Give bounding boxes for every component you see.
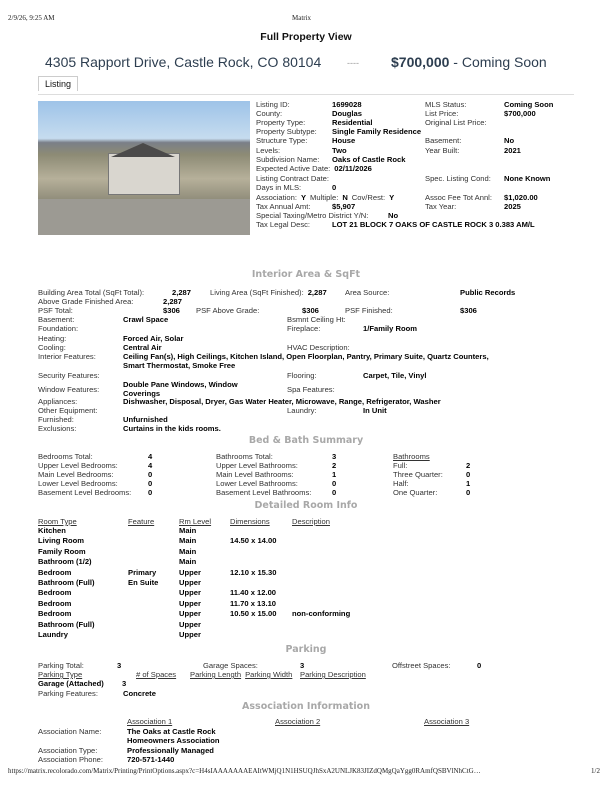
room-cell: Kitchen bbox=[38, 526, 66, 535]
field-value: Curtains in the kids rooms. bbox=[123, 424, 221, 433]
field-value: 0 bbox=[332, 183, 337, 192]
column-header: Dimensions bbox=[230, 517, 270, 526]
room-cell: Upper bbox=[179, 609, 201, 618]
field-label: HVAC Description: bbox=[287, 343, 350, 352]
field-label: Structure Type: bbox=[256, 136, 308, 145]
room-cell: Bedroom bbox=[38, 609, 72, 618]
field-value: 3 bbox=[332, 452, 337, 461]
field-value: $700,000 bbox=[504, 109, 536, 118]
field-label: Basement: bbox=[38, 315, 75, 324]
column-header: Parking Description bbox=[300, 670, 366, 679]
field-value: Y bbox=[389, 193, 395, 202]
field-label: One Quarter: bbox=[393, 488, 438, 497]
field-label: Lower Level Bedrooms: bbox=[38, 479, 118, 488]
field-value: 3 bbox=[300, 661, 305, 670]
field-value: 2,287 bbox=[163, 297, 183, 306]
field-label: Full: bbox=[393, 461, 408, 470]
list-price: $700,000 bbox=[391, 54, 450, 70]
field-label: Furnished: bbox=[38, 415, 74, 424]
field-label: Association Phone: bbox=[38, 755, 104, 764]
field-label: Building Area Total (SqFt Total): bbox=[38, 288, 145, 297]
field-label: Garage Spaces: bbox=[203, 661, 258, 670]
field-value: 1 bbox=[466, 479, 471, 488]
field-value: 2 bbox=[466, 461, 471, 470]
field-label: Appliances: bbox=[38, 397, 78, 406]
field-value: $306 bbox=[163, 306, 180, 315]
page-title: Full Property View bbox=[260, 31, 352, 43]
room-cell: Upper bbox=[179, 630, 201, 639]
field-value: Ceiling Fan(s), High Ceilings, Kitchen Island, Open Floorplan, Pantry, Primary Suite, Quartz Counters, bbox=[123, 352, 489, 361]
field-value: 3 bbox=[117, 661, 122, 670]
page-number: 1/2 bbox=[591, 767, 600, 775]
field-label: Spec. Listing Cond: bbox=[425, 174, 491, 183]
section-bed-bath: Bed & Bath Summary bbox=[248, 435, 364, 446]
field-value: 0 bbox=[466, 488, 471, 497]
field-value: LOT 21 BLOCK 7 OAKS OF CASTLE ROCK 3 0.383 AM/L bbox=[332, 220, 535, 229]
dash: - bbox=[453, 54, 458, 70]
field-label: Property Subtype: bbox=[256, 127, 317, 136]
field-value: 0 bbox=[148, 488, 153, 497]
field-label: Cov/Rest: bbox=[351, 193, 386, 202]
field-value: Carpet, Tile, Vinyl bbox=[363, 371, 427, 380]
field-label: Basement Level Bedrooms: bbox=[38, 488, 132, 497]
field-value: Oaks of Castle Rock bbox=[332, 155, 406, 164]
field-value: 1/Family Room bbox=[363, 324, 418, 333]
field-value: 0 bbox=[477, 661, 482, 670]
field-value: 0 bbox=[332, 479, 337, 488]
room-cell: Upper bbox=[179, 620, 201, 629]
room-cell: Upper bbox=[179, 568, 201, 577]
field-value: 3 bbox=[122, 679, 127, 688]
field-value: 720-571-1440 bbox=[127, 755, 175, 764]
room-cell: Main bbox=[179, 526, 197, 535]
column-header: Feature bbox=[128, 517, 155, 526]
field-value: Y bbox=[300, 193, 307, 202]
address-heading: 4305 Rapport Drive, Castle Rock, CO 80104 bbox=[45, 54, 322, 70]
field-label: Window Features: bbox=[38, 385, 100, 394]
field-value: 0 bbox=[148, 479, 153, 488]
field-label: Association Type: bbox=[38, 746, 98, 755]
field-value: Single Family Residence bbox=[332, 127, 422, 136]
field-label: Spa Features: bbox=[287, 385, 335, 394]
field-label: Subdivision Name: bbox=[256, 155, 320, 164]
room-cell: Bedroom bbox=[38, 588, 72, 597]
field-value: 1699028 bbox=[332, 100, 362, 109]
field-label: Bathrooms Total: bbox=[216, 452, 273, 461]
room-cell: Bathroom (Full) bbox=[38, 578, 95, 587]
column-header: Association 3 bbox=[424, 717, 470, 726]
field-label: Heating: bbox=[38, 334, 67, 343]
field-value: 2021 bbox=[504, 146, 521, 155]
field-label: Flooring: bbox=[287, 371, 317, 380]
room-cell: Upper bbox=[179, 588, 201, 597]
field-label: Lower Level Bathrooms: bbox=[216, 479, 298, 488]
field-label: Association Name: bbox=[38, 727, 102, 736]
column-header: Parking Type bbox=[38, 670, 83, 679]
field-label: Main Level Bedrooms: bbox=[38, 470, 114, 479]
room-cell: Upper bbox=[179, 599, 201, 608]
room-cell: En Suite bbox=[128, 578, 159, 587]
field-value: Public Records bbox=[460, 288, 516, 297]
field-value: Garage (Attached) bbox=[38, 679, 104, 688]
field-label: Bedrooms Total: bbox=[38, 452, 93, 461]
field-label: Bsmnt Ceiling Ht: bbox=[287, 315, 346, 324]
field-label: Upper Level Bathrooms: bbox=[216, 461, 298, 470]
room-cell: Laundry bbox=[38, 630, 68, 639]
field-value: No bbox=[504, 136, 515, 145]
room-cell: Main bbox=[179, 536, 197, 545]
field-value: 4 bbox=[148, 452, 153, 461]
field-label: Listing Contract Date: bbox=[256, 174, 330, 183]
listing-status: Coming Soon bbox=[461, 54, 547, 70]
field-label: Living Area (SqFt Finished): bbox=[210, 288, 304, 297]
field-label: Association: bbox=[256, 193, 297, 202]
room-cell: 14.50 x 14.00 bbox=[230, 536, 277, 545]
field-value: No bbox=[388, 211, 399, 220]
field-label: Half: bbox=[393, 479, 409, 488]
field-value: 02/11/2026 bbox=[334, 164, 372, 173]
field-value: Crawl Space bbox=[123, 315, 169, 324]
field-label: Property Type: bbox=[256, 118, 306, 127]
field-label: Parking Features: bbox=[38, 689, 98, 698]
field-label: Laundry: bbox=[287, 406, 317, 415]
room-cell: Bedroom bbox=[38, 568, 72, 577]
field-value: 2 bbox=[332, 461, 337, 470]
field-label: Original List Price: bbox=[425, 118, 487, 127]
field-value: Professionally Managed bbox=[127, 746, 214, 755]
field-value: 0 bbox=[466, 470, 471, 479]
field-label: Basement: bbox=[425, 136, 462, 145]
field-value: $306 bbox=[460, 306, 477, 315]
field-label: Main Level Bathrooms: bbox=[216, 470, 294, 479]
column-header: Parking Width bbox=[245, 670, 293, 679]
room-cell: Main bbox=[179, 547, 197, 556]
field-value: Coverings bbox=[123, 389, 161, 398]
field-label: Three Quarter: bbox=[393, 470, 443, 479]
room-cell: non-conforming bbox=[292, 609, 351, 618]
field-label: Tax Year: bbox=[425, 202, 457, 211]
field-label: Above Grade Finished Area: bbox=[38, 297, 134, 306]
column-header: Description bbox=[292, 517, 330, 526]
section-parking: Parking bbox=[285, 644, 327, 655]
print-title: Matrix bbox=[292, 14, 312, 22]
room-cell: Living Room bbox=[38, 536, 84, 545]
field-label: Cooling: bbox=[38, 343, 66, 352]
field-value: In Unit bbox=[363, 406, 387, 415]
field-value: Unfurnished bbox=[123, 415, 168, 424]
field-label: Days in MLS: bbox=[256, 183, 302, 192]
field-value: 0 bbox=[148, 470, 153, 479]
field-label: Year Built: bbox=[425, 146, 460, 155]
field-value: 2,287 bbox=[172, 288, 192, 297]
field-label: Special Taxing/Metro District Y/N: bbox=[256, 211, 369, 220]
separator: ---- bbox=[347, 58, 359, 68]
room-cell: Bathroom (Full) bbox=[38, 620, 95, 629]
field-label: Expected Active Date: bbox=[256, 164, 331, 173]
field-value: Concrete bbox=[123, 689, 156, 698]
field-label: PSF Total: bbox=[38, 306, 73, 315]
room-cell: Upper bbox=[179, 578, 201, 587]
field-value: 1 bbox=[332, 470, 337, 479]
room-cell: Family Room bbox=[38, 547, 86, 556]
field-value: None Known bbox=[504, 174, 551, 183]
room-cell: Bedroom bbox=[38, 599, 72, 608]
field-label: MLS Status: bbox=[425, 100, 467, 109]
field-label: Basement Level Bathrooms: bbox=[216, 488, 312, 497]
section-interior: Interior Area & SqFt bbox=[251, 269, 361, 280]
room-cell: Bathroom (1/2) bbox=[38, 557, 92, 566]
field-label: Exclusions: bbox=[38, 424, 77, 433]
column-header: Parking Length bbox=[190, 670, 242, 679]
field-value: The Oaks at Castle Rock bbox=[127, 727, 216, 736]
tab-listing[interactable]: Listing bbox=[38, 76, 78, 91]
field-label: Upper Level Bedrooms: bbox=[38, 461, 118, 470]
print-datetime: 2/9/26, 9:25 AM bbox=[8, 14, 55, 22]
field-label: Listing ID: bbox=[256, 100, 290, 109]
field-label: Interior Features: bbox=[38, 352, 96, 361]
tab-divider bbox=[38, 94, 574, 95]
field-value: Two bbox=[332, 146, 347, 155]
field-value: House bbox=[332, 136, 356, 145]
field-value: $1,020.00 bbox=[504, 193, 538, 202]
field-value: Smart Thermostat, Smoke Free bbox=[123, 361, 236, 370]
room-cell: 11.70 x 13.10 bbox=[230, 599, 277, 608]
field-label: Fireplace: bbox=[287, 324, 321, 333]
field-value: Coming Soon bbox=[504, 100, 554, 109]
field-value: Dishwasher, Disposal, Dryer, Gas Water Heater, Microwave, Range, Refrigerator, Washer bbox=[123, 397, 441, 406]
field-label: Other Equipment: bbox=[38, 406, 98, 415]
column-header: Room Type bbox=[38, 517, 77, 526]
field-value: Residential bbox=[332, 118, 373, 127]
column-header: Association 1 bbox=[127, 717, 173, 726]
room-cell: Main bbox=[179, 557, 197, 566]
field-label: Tax Annual Amt: bbox=[256, 202, 311, 211]
field-value: 2,287 bbox=[307, 288, 327, 297]
field-label: Parking Total: bbox=[38, 661, 84, 670]
field-value: 4 bbox=[148, 461, 153, 470]
field-value: Homeowners Association bbox=[127, 736, 220, 745]
column-header: # of Spaces bbox=[136, 670, 177, 679]
bathrooms-header: Bathrooms bbox=[393, 452, 430, 461]
field-value: Forced Air, Solar bbox=[123, 334, 184, 343]
column-header: Association 2 bbox=[275, 717, 321, 726]
room-cell: 10.50 x 15.00 bbox=[230, 609, 277, 618]
room-cell: 12.10 x 15.30 bbox=[230, 568, 277, 577]
field-label: Multiple: bbox=[310, 193, 339, 202]
field-label: Offstreet Spaces: bbox=[392, 661, 451, 670]
field-label: Area Source: bbox=[345, 288, 390, 297]
property-photo bbox=[38, 101, 250, 235]
field-label: Levels: bbox=[256, 146, 281, 155]
field-label: Foundation: bbox=[38, 324, 79, 333]
print-url: https://matrix.recolorado.com/Matrix/Printing/PrintOptions.aspx?c=H4sIAAAAAAAEAItWMjQ1N1HSUQJhSxA2UNLJK83JIZdQMgQaYgg0RAmfQSBVlNhCtG… bbox=[8, 767, 481, 775]
field-value: Central Air bbox=[123, 343, 162, 352]
field-value: Double Pane Windows, Window bbox=[123, 380, 238, 389]
field-value: Douglas bbox=[332, 109, 362, 118]
field-value: $5,907 bbox=[332, 202, 356, 211]
field-label: Tax Legal Desc: bbox=[256, 220, 311, 229]
field-value: 0 bbox=[332, 488, 337, 497]
field-value: $306 bbox=[302, 306, 319, 315]
section-association: Association Information bbox=[242, 701, 370, 712]
field-label: County: bbox=[256, 109, 283, 118]
field-label: PSF Finished: bbox=[345, 306, 393, 315]
section-rooms: Detailed Room Info bbox=[254, 500, 358, 511]
field-label: Security Features: bbox=[38, 371, 100, 380]
column-header: Rm Level bbox=[179, 517, 212, 526]
field-value: N bbox=[342, 193, 348, 202]
field-value: 2025 bbox=[504, 202, 521, 211]
room-cell: 11.40 x 12.00 bbox=[230, 588, 277, 597]
field-label: PSF Above Grade: bbox=[196, 306, 260, 315]
room-cell: Primary bbox=[128, 568, 157, 577]
field-label: Assoc Fee Tot Annl: bbox=[425, 193, 492, 202]
price-heading bbox=[391, 54, 547, 70]
field-label: List Price: bbox=[425, 109, 459, 118]
